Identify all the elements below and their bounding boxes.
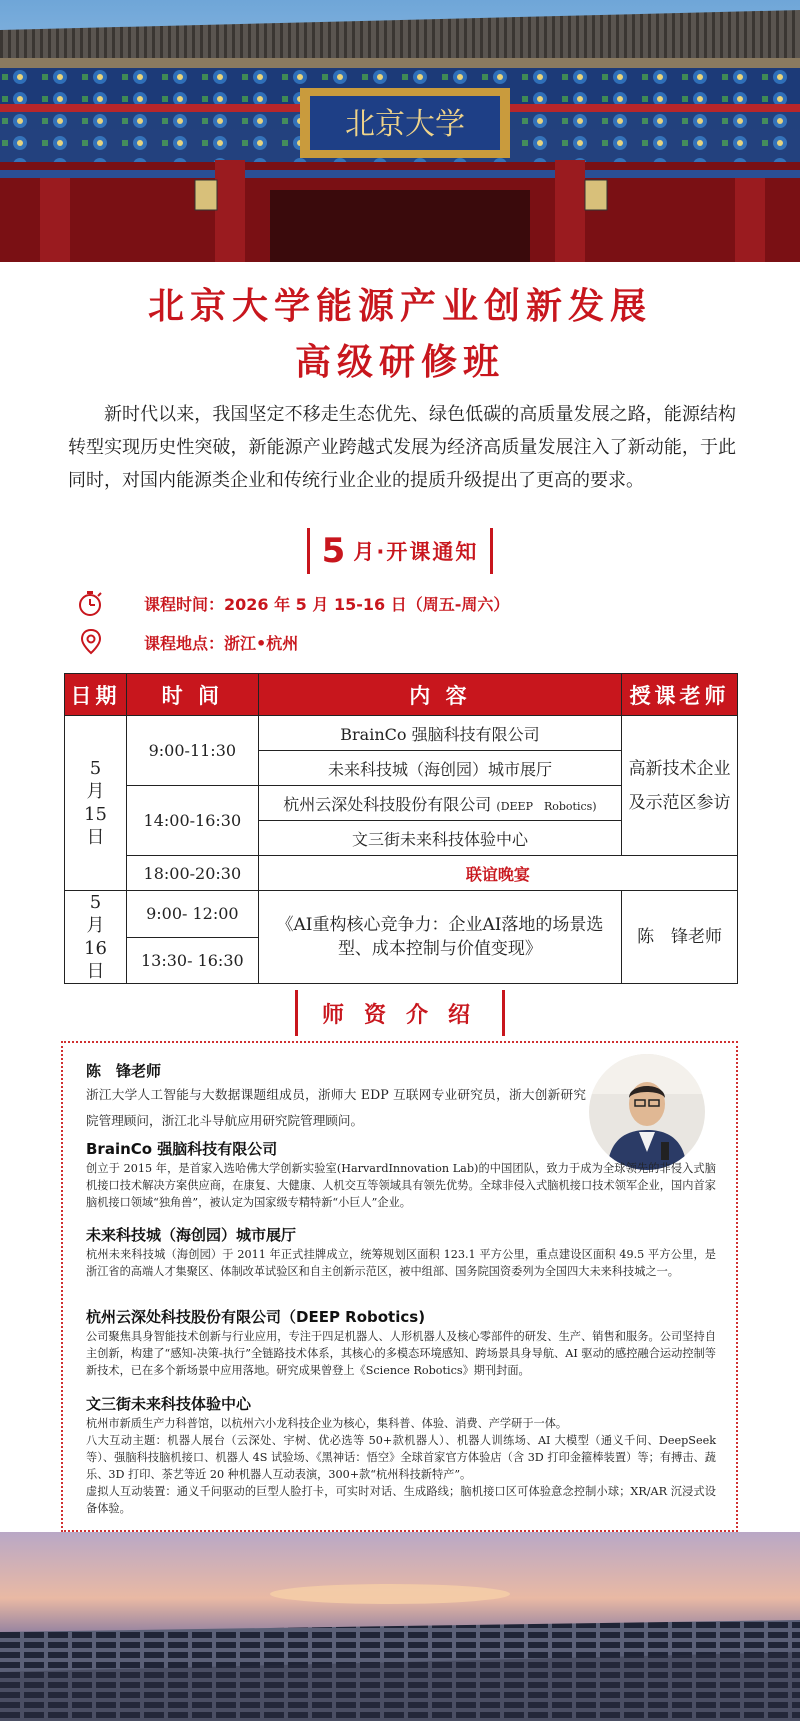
day2-content: 《AI重构核心竞争力：企业AI落地的场景选型、成本控制与价值变现》	[258, 891, 621, 984]
notice-label: 月·开课通知	[353, 540, 479, 564]
table-row	[65, 716, 738, 751]
faculty-banner	[0, 990, 800, 1036]
section-body-line: 杭州市新质生产力科普馆，以杭州六小龙科技企业为核心，集科普、体验、消费、产学研于一体。	[86, 1417, 568, 1430]
day1-evening-time: 18:00-20:30	[126, 856, 258, 891]
header-content: 内 容	[258, 674, 621, 716]
company-section-brainco	[86, 1138, 716, 1211]
intro-paragraph: 新时代以来，我国坚定不移走生态优先、绿色低碳的高质量发展之路，能源结构转型实现历史性突破，新能源产业跨越式发展为经济高质量发展注入了新动能，于此同时，对国内能源类企业和传统行业企业的提质升级提出了更高的要求。	[68, 404, 736, 491]
main-title-line2: 高级研修班	[294, 342, 505, 383]
section-title: 杭州云深处科技股份有限公司（DEEP Robotics)	[86, 1308, 426, 1326]
day2-teacher: 陈 锋老师	[622, 891, 738, 984]
section-body: 杭州未来科技城（海创园）于 2011 年正式挂牌成立，统筹规划区面积 123.1 平方公里，重点建设区面积 49.5 平方公里，是浙江省的高端人才集聚区、体制改革试验区和自主创新示范区，被中组部、国务院国资委列为全国四大未来科技城之一。	[86, 1248, 716, 1278]
teacher-bio: 浙江大学人工智能与大数据课题组成员，浙师大 EDP 互联网专业研究员，浙大创新研究院管理顾问，浙江北斗导航应用研究院管理顾问。	[86, 1087, 586, 1128]
teacher-name: 陈 锋老师	[86, 1062, 162, 1080]
company-section-wensan-center	[86, 1393, 716, 1517]
day1-slot1-item2: 未来科技城（海创园）城市展厅	[258, 751, 621, 786]
table-row	[65, 856, 738, 891]
course-notice-banner	[0, 528, 800, 574]
day1-slot2-item2: 文三街未来科技体验中心	[258, 821, 621, 856]
schedule-table	[64, 673, 738, 984]
course-time-line	[76, 588, 509, 618]
section-body-line: 八大互动主题：机器人展台（云深处、宇树、优必选等 50+款机器人）、机器人训练场、AI 大模型（通义千问、DeepSeek 等）、强脑科技脑机接口、机器人 4S 试验场、《黑神话：悟空》全球首家官方体验店（含 3D 打印金箍棒装置）等；有搏击、蔬乐、3D 打印、茶艺等近 20 种机器人互动表演，300+款“杭州科技新特产”。	[86, 1434, 716, 1481]
day2-date: 5 月 16 日	[65, 891, 127, 984]
section-title: 未来科技城（海创园）城市展厅	[86, 1226, 297, 1244]
day2-slot2-time: 13:30- 16:30	[126, 937, 258, 984]
table-header-row	[65, 674, 738, 716]
day1-date: 5 月 15 日	[65, 716, 127, 891]
header-teacher: 授课老师	[622, 674, 738, 716]
day1-slot2-time: 14:00-16:30	[126, 786, 258, 856]
notice-month: 5	[321, 531, 346, 571]
section-title: BrainCo 强脑科技有限公司	[86, 1140, 278, 1158]
course-place: 课程地点：浙江•杭州	[144, 633, 299, 653]
section-title: 文三街未来科技体验中心	[86, 1395, 252, 1413]
day1-teacher: 高新技术企业及示范区参访	[622, 716, 738, 856]
stopwatch-icon	[76, 588, 106, 618]
solar-farm-image	[0, 1532, 800, 1721]
course-time: 课程时间：2026 年 5 月 15-16 日（周五-周六）	[144, 594, 510, 614]
faculty-banner-label: 师资介绍	[321, 1002, 490, 1028]
company-section-deep-robotics	[86, 1306, 716, 1379]
day1-slot1-time: 9:00-11:30	[126, 716, 258, 786]
course-place-line	[76, 627, 298, 657]
hero-gate-image	[0, 0, 800, 262]
day1-slot1-item1: BrainCo 强脑科技有限公司	[258, 716, 621, 751]
plaque-text: 北京大学	[345, 107, 465, 142]
main-title-line1: 北京大学能源产业创新发展	[147, 286, 652, 327]
day1-evening-item: 联谊晚宴	[258, 856, 737, 891]
day2-slot1-time: 9:00- 12:00	[126, 891, 258, 938]
teacher-section	[86, 1060, 586, 1134]
header-time: 时 间	[126, 674, 258, 716]
location-pin-icon	[76, 627, 106, 657]
company-section-future-city	[86, 1224, 716, 1280]
header-date: 日期	[65, 674, 127, 716]
section-body-line: 虚拟人互动装置：通义千问驱动的巨型人脸打卡，可实时对话、生成路线；脑机接口区可体验意念控制小球；XR/AR 沉浸式设备体验。	[86, 1485, 716, 1515]
section-body: 公司聚焦具身智能技术创新与行业应用，专注于四足机器人、人形机器人及核心零部件的研发、生产、销售和服务。公司坚持自主创新，构建了“感知-决策-执行”全链路技术体系，其核心的多模态环境感知、跨场景具身导航、AI 驱动的感控融合运动控制等新技术，已在多个新场景中应用落地。研究成果曾登上《Science Robotics》期刊封面。	[86, 1330, 716, 1377]
day1-slot2-item1: 杭州云深处科技股份有限公司 (DEEP Robotics)	[258, 786, 621, 821]
section-body: 创立于 2015 年，是首家入选哈佛大学创新实验室(HarvardInnovation Lab)的中国团队，致力于成为全球领先的非侵入式脑机接口技术解决方案供应商，在康复、大健康、人机交互等领域具有领先优势。全球非侵入式脑机接口技术领军企业，国内首家脑机接口领域“独角兽”，被认定为国家级专精特新“小巨人”企业。	[86, 1162, 716, 1209]
table-row	[65, 891, 738, 938]
